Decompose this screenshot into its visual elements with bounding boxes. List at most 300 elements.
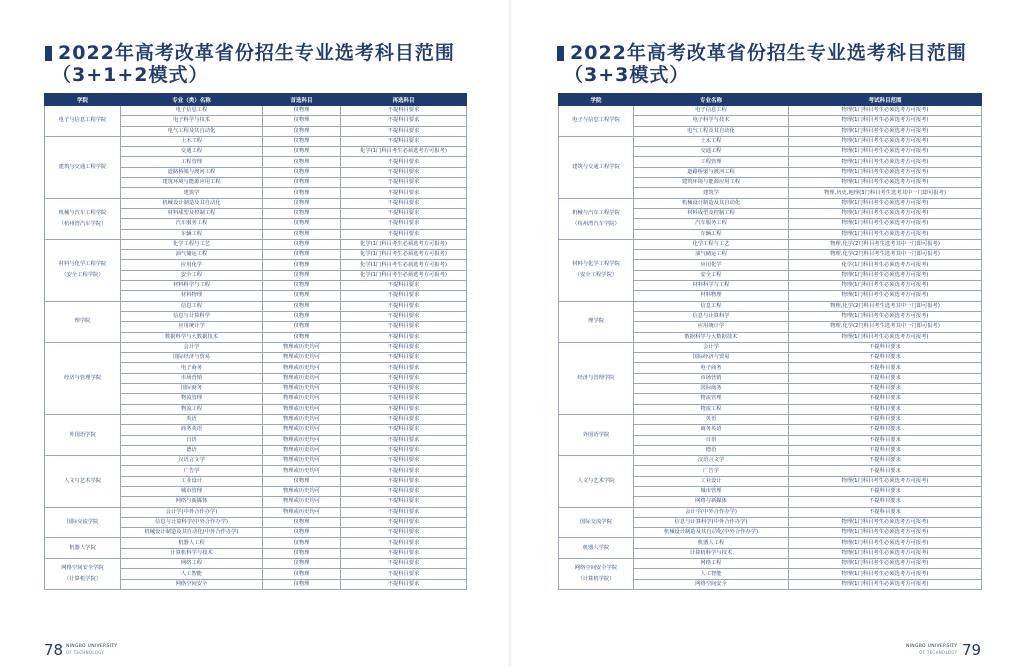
subject-cell: 物理(1门科目考生必须选考方可报考) <box>789 579 982 589</box>
major-cell: 汽车服务工程 <box>634 219 789 229</box>
subject-cell: 不提科目要求 <box>341 507 467 517</box>
major-cell: 会计学(中外合作办学) <box>634 507 789 517</box>
major-cell: 数据科学与大数据技术 <box>634 332 789 342</box>
subject-cell: 物理或历史均可 <box>263 363 341 373</box>
major-cell: 物流工程 <box>634 404 789 414</box>
university-name-right: NINGBO UNIVERSITY <box>906 644 958 649</box>
subject-cell: 仅物理 <box>263 559 341 569</box>
page-number-left: 78 <box>44 641 64 659</box>
subject-cell: 不提科目要求 <box>341 281 467 291</box>
college-cell <box>559 106 634 137</box>
college-cell <box>559 342 634 414</box>
major-cell: 建筑环境与能源应用工程 <box>121 178 263 188</box>
major-cell: 机械设计制造及其自动化(中外合作办学) <box>634 528 789 538</box>
subject-cell: 不提科目要求 <box>789 353 982 363</box>
subject-cell: 物理(1门科目考生必须选考方可报考) <box>789 270 982 280</box>
college-name: 理学院 <box>74 318 91 325</box>
subject-cell: 化学(1门科目考生必须选考方可报考) <box>341 270 467 280</box>
university-mark-right <box>906 644 957 656</box>
subject-cell: 不提科目要求 <box>341 559 467 569</box>
subject-cell: 物理(1门科目考生必须选考方可报考) <box>789 208 982 218</box>
major-cell: 交通工程 <box>634 147 789 157</box>
subject-cell: 物理(1门科目考生必须选考方可报考) <box>789 136 982 146</box>
table-row <box>559 301 982 311</box>
subject-cell: 物理或历史均可 <box>263 384 341 394</box>
subject-cell: 不提科目要求 <box>341 425 467 435</box>
subject-cell: 仅物理 <box>263 281 341 291</box>
college-name: 人文与艺术学院 <box>577 477 615 484</box>
college-name: 网络空间安全学院 <box>61 565 104 571</box>
major-cell: 工业设计 <box>121 476 263 486</box>
subject-cell: 不提科目要求 <box>789 404 982 414</box>
subject-cell: 不提科目要求 <box>341 486 467 496</box>
college-name: 国际交流学院 <box>66 519 99 526</box>
subject-cell: 物理(1门科目考生必须选考方可报考) <box>789 538 982 548</box>
subject-cell: 不提科目要求 <box>341 311 467 321</box>
major-cell: 电气工程及其自动化 <box>634 126 789 136</box>
major-cell: 道路桥梁与渡河工程 <box>634 167 789 177</box>
subject-cell: 仅物理 <box>263 229 341 239</box>
university-sub-left: OF TECHNOLOGY <box>66 650 105 655</box>
subject-cell: 仅物理 <box>263 188 341 198</box>
major-cell: 网络与新媒体 <box>121 497 263 507</box>
college-cell <box>559 414 634 455</box>
major-cell: 应用化学 <box>634 260 789 270</box>
subject-cell: 仅物理 <box>263 136 341 146</box>
table-row <box>45 559 467 569</box>
major-cell: 物流工程 <box>121 404 263 414</box>
subject-cell: 不提科目要求 <box>341 476 467 486</box>
college-name: （计算机学院） <box>577 576 615 582</box>
major-cell: 汽车服务工程 <box>121 219 263 229</box>
subject-cell: 不提科目要求 <box>789 435 982 445</box>
subject-cell: 不提科目要求 <box>789 445 982 455</box>
major-cell: 电子科学与技术 <box>121 116 263 126</box>
subject-cell: 不提科目要求 <box>341 219 467 229</box>
major-cell: 土木工程 <box>634 136 789 146</box>
subject-cell: 化学(1门科目考生必须选考方可报考) <box>341 239 467 249</box>
subject-cell: 物理(1门科目考生必须选考方可报考) <box>789 311 982 321</box>
college-name: （安全工程学院） <box>574 272 618 279</box>
subject-cell: 物理或历史均可 <box>263 435 341 445</box>
major-cell: 机器人工程 <box>634 538 789 548</box>
subject-cell: 物理(1门科目考生必须选考方可报考) <box>789 291 982 301</box>
page-title-left: 2022年高考改革省份招生专业选考科目范围 <box>58 42 455 64</box>
major-cell: 安全工程 <box>121 270 263 280</box>
subject-cell: 物理或历史均可 <box>263 445 341 455</box>
college-name: 理学院 <box>588 318 604 325</box>
major-cell: 城市管理 <box>634 486 789 496</box>
table-row <box>45 301 467 311</box>
subject-cell: 物理或历史均可 <box>263 486 341 496</box>
subject-cell: 仅物理 <box>263 116 341 126</box>
major-cell: 建筑学 <box>634 188 789 198</box>
major-cell: 材料科学与工程 <box>634 281 789 291</box>
major-cell: 广告学 <box>634 466 789 476</box>
subject-cell: 不提科目要求 <box>789 342 982 352</box>
subject-cell: 不提科目要求 <box>341 178 467 188</box>
subject-cell: 物理(1门科目考生必须选考方可报考) <box>789 198 982 208</box>
college-name: 建筑与交通工程学院 <box>572 163 620 170</box>
subject-cell: 不提科目要求 <box>789 414 982 424</box>
subject-cell: 物理或历史均可 <box>263 466 341 476</box>
college-name: （杭州湾汽车学院） <box>58 220 107 227</box>
major-cell: 机械设计制造及其自动化(中外合作办学) <box>121 528 263 538</box>
subject-cell: 物理(1门科目考生必须选考方可报考) <box>789 548 982 558</box>
college-name: 外国语学院 <box>582 431 610 438</box>
university-mark-left <box>66 644 117 656</box>
subject-cell: 不提科目要求 <box>341 301 467 311</box>
major-cell: 信息与计算科学 <box>634 311 789 321</box>
college-name: 电子与信息工程学院 <box>572 117 620 124</box>
college-cell <box>45 414 121 455</box>
university-sub-right: OF TECHNOLOGY <box>919 650 958 655</box>
subject-cell: 不提科目要求 <box>341 116 467 126</box>
subject-cell: 仅物理 <box>263 517 341 527</box>
college-cell <box>559 301 634 342</box>
subject-cell: 化学(1门科目考生必须选考方可报考) <box>341 147 467 157</box>
subject-cell: 不提科目要求 <box>341 106 467 116</box>
table-row <box>45 136 467 146</box>
college-name: 人文与艺术学院 <box>63 477 102 484</box>
major-cell: 市场营销 <box>121 373 263 383</box>
subject-cell: 物理(1门科目考生必须选考方可报考) <box>789 476 982 486</box>
major-cell: 机器人工程 <box>121 538 263 548</box>
subject-cell: 不提科目要求 <box>341 342 467 352</box>
major-cell: 日语 <box>634 435 789 445</box>
column-header: 再选科目 <box>341 94 467 106</box>
column-header: 专业（类）名称 <box>121 94 263 106</box>
major-cell: 物流管理 <box>121 394 263 404</box>
subject-cell: 物理(1门科目考生必须选考方可报考) <box>789 106 982 116</box>
table-row <box>45 239 467 249</box>
subject-cell: 仅物理 <box>263 198 341 208</box>
college-name: （计算机学院） <box>63 576 102 582</box>
major-cell: 材料科学与工程 <box>121 281 263 291</box>
subject-cell: 不提科目要求 <box>341 414 467 424</box>
major-cell: 车辆工程 <box>634 229 789 239</box>
major-cell: 网络空间安全 <box>121 579 263 589</box>
subject-cell: 化学(1门科目考生必须选考方可报考) <box>341 250 467 260</box>
major-cell: 应用化学 <box>121 260 263 270</box>
subject-cell: 仅物理 <box>263 106 341 116</box>
major-cell: 城市管理 <box>121 486 263 496</box>
subject-cell: 仅物理 <box>263 311 341 321</box>
college-cell <box>45 538 121 559</box>
college-name: 材料与化学工程学院 <box>58 261 107 268</box>
subject-cell: 物理(1门科目考生必须选考方可报考) <box>789 559 982 569</box>
major-cell: 计算机科学与技术 <box>634 548 789 558</box>
table-row <box>45 342 467 352</box>
subject-cell: 不提科目要求 <box>341 548 467 558</box>
subject-cell: 不提科目要求 <box>341 126 467 136</box>
subject-cell: 仅物理 <box>263 528 341 538</box>
subject-cell: 仅物理 <box>263 126 341 136</box>
major-cell: 机械设计制造及其自动化 <box>121 198 263 208</box>
college-name: 国际交流学院 <box>580 519 612 526</box>
subject-cell: 不提科目要求 <box>341 569 467 579</box>
major-cell: 油气储运工程 <box>121 250 263 260</box>
table-row <box>559 198 982 208</box>
major-cell: 广告学 <box>121 466 263 476</box>
major-cell: 应用统计学 <box>634 322 789 332</box>
major-cell: 国际经济与贸易 <box>634 353 789 363</box>
subject-cell: 不提科目要求 <box>341 332 467 342</box>
major-cell: 网络与新媒体 <box>634 497 789 507</box>
subject-cell: 物理(1门科目考生必须选考方可报考) <box>789 147 982 157</box>
subject-cell: 不提科目要求 <box>789 373 982 383</box>
title-marker-left <box>45 46 52 61</box>
major-cell: 物流管理 <box>634 394 789 404</box>
college-name: 电子与信息工程学院 <box>58 117 107 124</box>
college-cell <box>45 239 121 301</box>
subject-cell: 不提科目要求 <box>341 384 467 394</box>
subject-cell: 物理,化学(2门科目考生选考其中一门即可报考) <box>789 239 982 249</box>
subject-cell: 物理(1门科目考生必须选考方可报考) <box>789 126 982 136</box>
college-name: 机械与汽车工程学院 <box>572 209 620 216</box>
subject-cell: 仅物理 <box>263 476 341 486</box>
subject-cell: 不提科目要求 <box>341 167 467 177</box>
subject-cell: 不提科目要求 <box>341 435 467 445</box>
subject-cell: 不提科目要求 <box>341 538 467 548</box>
college-cell <box>45 106 121 137</box>
subject-table-right <box>558 93 982 590</box>
college-name: 材料与化学工程学院 <box>572 261 620 268</box>
subject-cell: 仅物理 <box>263 270 341 280</box>
subject-cell: 仅物理 <box>263 260 341 270</box>
subject-cell: 物理或历史均可 <box>263 414 341 424</box>
subject-cell: 不提科目要求 <box>341 208 467 218</box>
subject-cell: 物理(1门科目考生必须选考方可报考) <box>789 281 982 291</box>
university-name-left: NINGBO UNIVERSITY <box>66 644 118 649</box>
major-cell: 商务英语 <box>121 425 263 435</box>
subject-cell: 物理(1门科目考生必须选考方可报考) <box>789 332 982 342</box>
subject-cell: 不提科目要求 <box>789 384 982 394</box>
college-cell <box>559 538 634 559</box>
column-header: 学院 <box>45 94 121 106</box>
table-row <box>45 414 467 424</box>
college-cell <box>559 507 634 538</box>
college-cell <box>559 456 634 507</box>
subject-cell: 物理(1门科目考生必须选考方可报考) <box>789 178 982 188</box>
major-cell: 电子商务 <box>121 363 263 373</box>
subject-cell: 不提科目要求 <box>341 229 467 239</box>
table-row <box>559 559 982 569</box>
subject-cell: 物理或历史均可 <box>263 342 341 352</box>
college-name: 机器人学院 <box>582 544 610 551</box>
subject-cell: 不提科目要求 <box>341 157 467 167</box>
subject-cell: 物理,化学(2门科目考生选考其中一门即可报考) <box>789 322 982 332</box>
table-row <box>559 342 982 352</box>
subject-cell: 仅物理 <box>263 167 341 177</box>
major-cell: 安全工程 <box>634 270 789 280</box>
right-page <box>512 0 1024 667</box>
major-cell: 市场营销 <box>634 373 789 383</box>
column-header: 首选科目 <box>263 94 341 106</box>
subject-cell: 仅物理 <box>263 219 341 229</box>
table-row <box>559 106 982 116</box>
college-name: （杭州湾汽车学院） <box>572 220 620 227</box>
subject-cell: 物理(1门科目考生必须选考方可报考) <box>789 229 982 239</box>
major-cell: 日语 <box>121 435 263 445</box>
column-header: 专业名称 <box>634 94 789 106</box>
major-cell: 人工智能 <box>634 569 789 579</box>
major-cell: 电子商务 <box>634 363 789 373</box>
major-cell: 汉语言文学 <box>121 456 263 466</box>
major-cell: 工业设计 <box>634 476 789 486</box>
subject-cell: 化学(1门科目考生必须选考方可报考) <box>341 260 467 270</box>
page-subtitle-right: （3+3模式） <box>564 64 690 86</box>
subject-cell: 不提科目要求 <box>789 507 982 517</box>
subject-cell: 物理(1门科目考生必须选考方可报考) <box>789 517 982 527</box>
college-cell <box>45 136 121 198</box>
subject-cell: 不提科目要求 <box>341 198 467 208</box>
major-cell: 信息与计算科学(中外合作办学) <box>121 517 263 527</box>
major-cell: 德语 <box>634 445 789 455</box>
college-cell <box>45 559 121 590</box>
subject-cell: 不提科目要求 <box>341 188 467 198</box>
subject-cell: 仅物理 <box>263 579 341 589</box>
major-cell: 工程管理 <box>634 157 789 167</box>
major-cell: 化学工程与工艺 <box>634 239 789 249</box>
subject-cell: 物理,化学(2门科目考生选考其中一门即可报考) <box>789 250 982 260</box>
major-cell: 电子信息工程 <box>634 106 789 116</box>
subject-cell: 不提科目要求 <box>341 466 467 476</box>
major-cell: 国际经济与贸易 <box>121 353 263 363</box>
major-cell: 电子科学与技术 <box>634 116 789 126</box>
subject-cell: 仅物理 <box>263 332 341 342</box>
subject-cell: 仅物理 <box>263 322 341 332</box>
subject-cell: 不提科目要求 <box>341 517 467 527</box>
subject-cell: 仅物理 <box>263 538 341 548</box>
major-cell: 信息与计算科学 <box>121 311 263 321</box>
subject-cell: 不提科目要求 <box>341 136 467 146</box>
subject-cell: 物理(1门科目考生必须选考方可报考) <box>789 157 982 167</box>
college-name: 机器人学院 <box>69 544 96 551</box>
college-name: 经济与管理学院 <box>63 374 102 381</box>
major-cell: 英语 <box>121 414 263 424</box>
subject-cell: 不提科目要求 <box>341 579 467 589</box>
major-cell: 数据科学与大数据技术 <box>121 332 263 342</box>
major-cell: 信息工程 <box>121 301 263 311</box>
subject-cell: 物理,历史,地理(3门科目考生选考其中一门即可报考) <box>789 188 982 198</box>
major-cell: 国际商务 <box>121 384 263 394</box>
major-cell: 电子信息工程 <box>121 106 263 116</box>
subject-cell: 物理(1门科目考生必须选考方可报考) <box>789 116 982 126</box>
major-cell: 道路桥梁与渡河工程 <box>121 167 263 177</box>
subject-cell: 不提科目要求 <box>341 373 467 383</box>
college-cell <box>559 136 634 198</box>
subject-cell: 不提科目要求 <box>789 486 982 496</box>
college-name: （安全工程学院） <box>61 272 104 279</box>
major-cell: 商务英语 <box>634 425 789 435</box>
page-subtitle-left: （3+1+2模式） <box>52 64 209 86</box>
major-cell: 会计学 <box>121 342 263 352</box>
subject-cell: 不提科目要求 <box>341 363 467 373</box>
subject-cell: 物理,化学(2门科目考生选考其中一门即可报考) <box>789 301 982 311</box>
major-cell: 应用统计学 <box>121 322 263 332</box>
subject-cell: 物理或历史均可 <box>263 404 341 414</box>
subject-cell: 不提科目要求 <box>341 497 467 507</box>
college-name: 经济与管理学院 <box>577 374 615 381</box>
page-number-right: 79 <box>962 641 982 659</box>
subject-cell: 不提科目要求 <box>789 497 982 507</box>
major-cell: 车辆工程 <box>121 229 263 239</box>
subject-cell: 不提科目要求 <box>789 363 982 373</box>
college-cell <box>559 198 634 239</box>
table-row <box>559 239 982 249</box>
table-row <box>559 456 982 466</box>
table-row <box>559 507 982 517</box>
major-cell: 英语 <box>634 414 789 424</box>
subject-cell: 仅物理 <box>263 178 341 188</box>
table-row <box>45 456 467 466</box>
subject-cell: 物理或历史均可 <box>263 425 341 435</box>
subject-cell: 不提科目要求 <box>341 291 467 301</box>
subject-cell: 仅物理 <box>263 208 341 218</box>
subject-cell: 物理(1门科目考生必须选考方可报考) <box>789 569 982 579</box>
major-cell: 网络工程 <box>121 559 263 569</box>
column-header: 考试科目范围 <box>789 94 982 106</box>
table-row <box>45 198 467 208</box>
major-cell: 油气储运工程 <box>634 250 789 260</box>
table-row <box>45 106 467 116</box>
major-cell: 土木工程 <box>121 136 263 146</box>
major-cell: 机械设计制造及其自动化 <box>634 198 789 208</box>
subject-cell: 化学(1门科目考生必须选考方可报考) <box>789 260 982 270</box>
subject-table-left <box>44 93 467 590</box>
college-cell <box>559 239 634 301</box>
college-name: 机械与汽车工程学院 <box>58 209 107 216</box>
subject-cell: 不提科目要求 <box>341 394 467 404</box>
major-cell: 化学工程与工艺 <box>121 239 263 249</box>
column-header: 学院 <box>559 94 634 106</box>
subject-cell: 物理或历史均可 <box>263 497 341 507</box>
college-cell <box>559 559 634 590</box>
subject-cell: 物理或历史均可 <box>263 507 341 517</box>
subject-cell: 仅物理 <box>263 291 341 301</box>
major-cell: 人工智能 <box>121 569 263 579</box>
subject-cell: 不提科目要求 <box>341 404 467 414</box>
college-name: 网络空间安全学院 <box>574 565 618 571</box>
major-cell: 材料物理 <box>121 291 263 301</box>
college-cell <box>45 342 121 414</box>
subject-cell: 不提科目要求 <box>341 456 467 466</box>
table-row <box>559 414 982 424</box>
major-cell: 网络工程 <box>634 559 789 569</box>
table-row <box>45 507 467 517</box>
major-cell: 信息工程 <box>634 301 789 311</box>
major-cell: 材料成型及控制工程 <box>634 208 789 218</box>
major-cell: 建筑环境与能源应用工程 <box>634 178 789 188</box>
subject-cell: 不提科目要求 <box>789 425 982 435</box>
subject-cell: 物理(1门科目考生必须选考方可报考) <box>789 219 982 229</box>
major-cell: 德语 <box>121 445 263 455</box>
subject-cell: 不提科目要求 <box>789 456 982 466</box>
major-cell: 网络空间安全 <box>634 579 789 589</box>
major-cell: 会计学 <box>634 342 789 352</box>
college-cell <box>45 456 121 507</box>
subject-cell: 物理(1门科目考生必须选考方可报考) <box>789 167 982 177</box>
title-marker-right <box>557 46 564 61</box>
subject-cell: 仅物理 <box>263 239 341 249</box>
subject-cell: 仅物理 <box>263 147 341 157</box>
major-cell: 信息与计算科学(中外合作办学) <box>634 517 789 527</box>
subject-cell: 不提科目要求 <box>341 445 467 455</box>
table-row <box>559 538 982 548</box>
table-row <box>559 136 982 146</box>
college-name: 建筑与交通工程学院 <box>58 163 107 170</box>
